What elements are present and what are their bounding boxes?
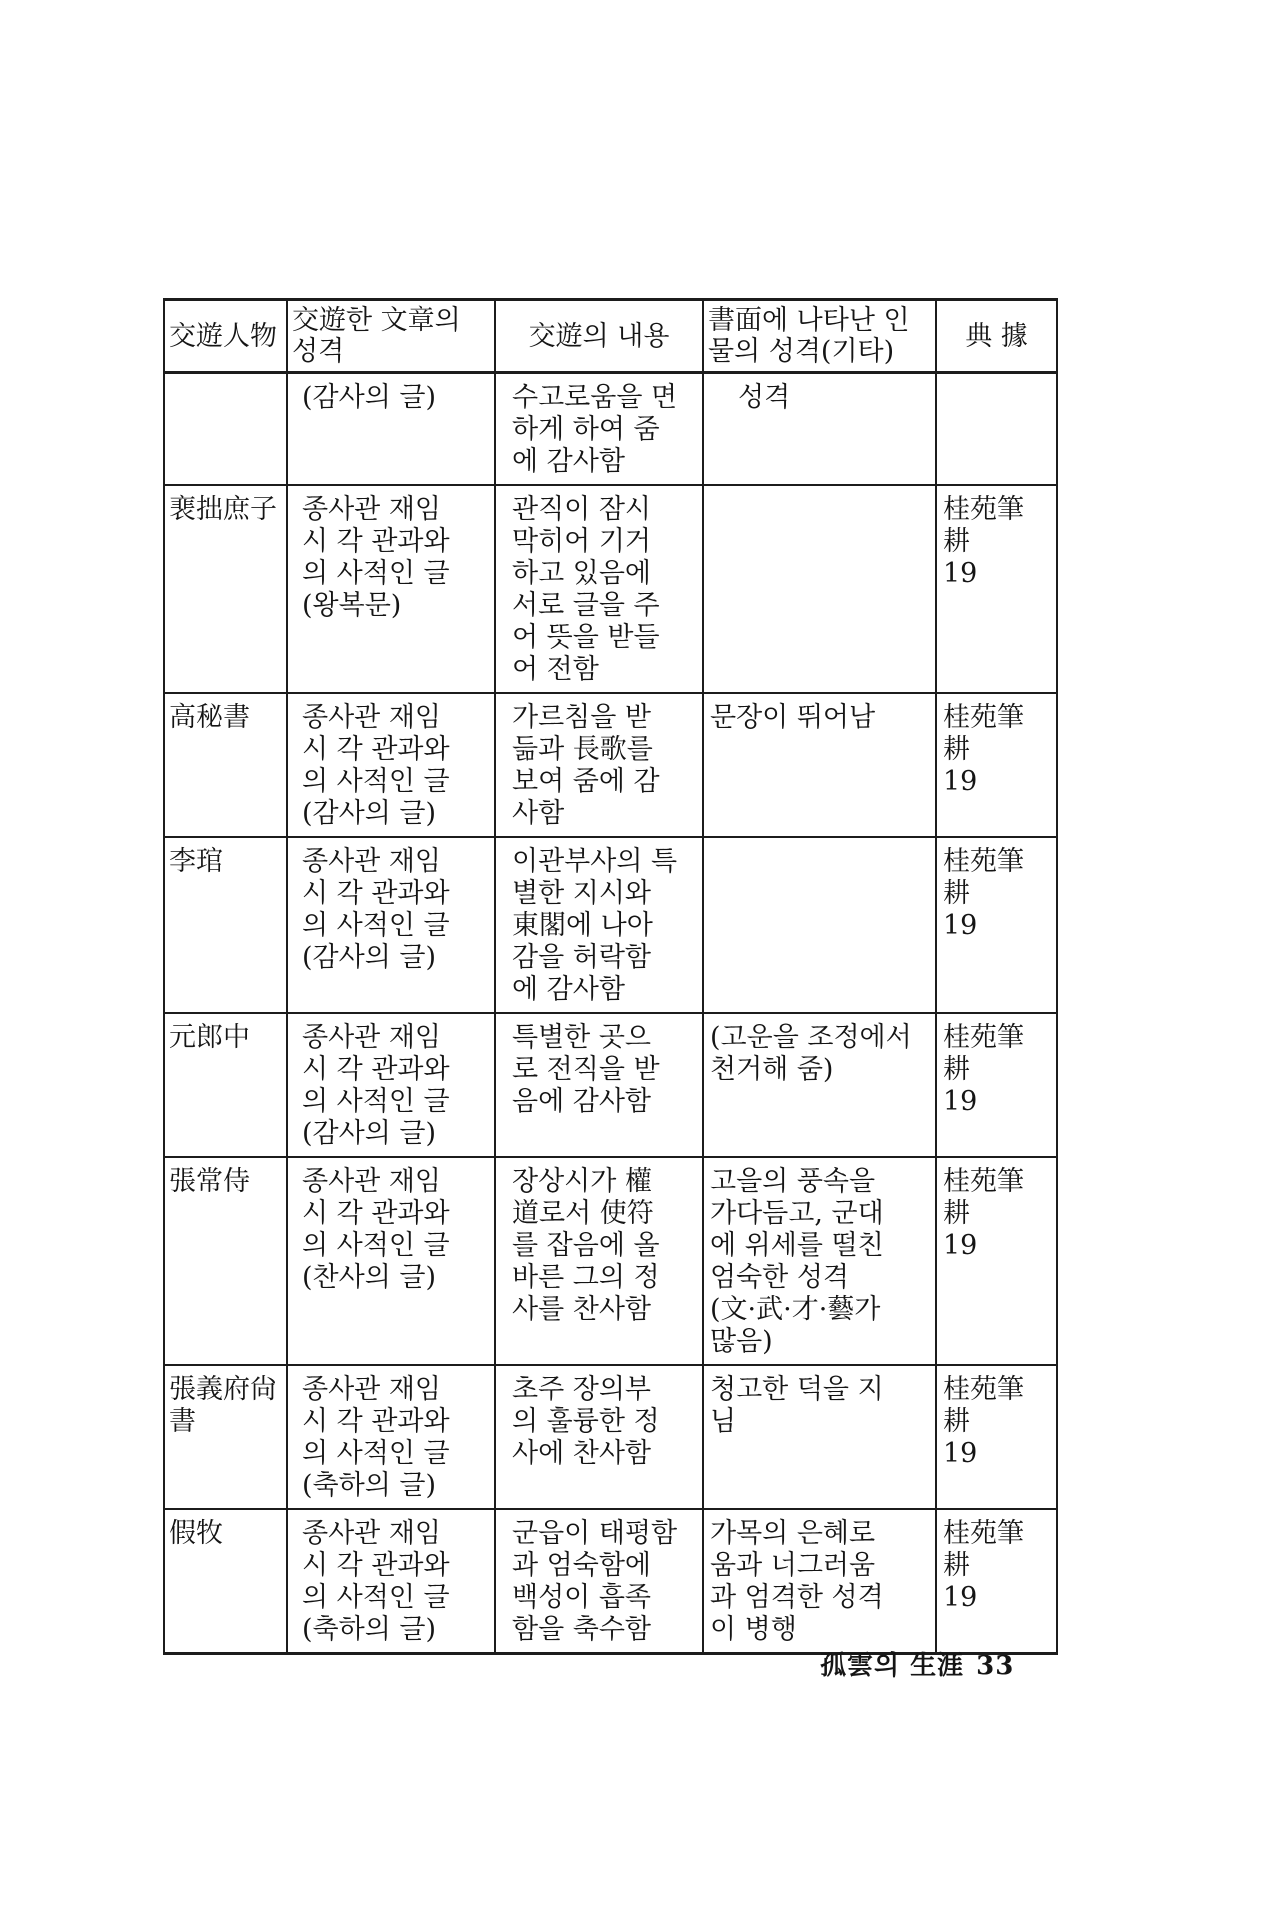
- content-cell: 수고로움을 면 하게 하여 줌 에 감사함: [495, 373, 703, 486]
- content-cell: 초주 장의부 의 훌륭한 정 사에 찬사함: [495, 1365, 703, 1509]
- person-cell: 元郎中: [164, 1013, 287, 1157]
- content-cell: 관직이 잠시 막히어 기거 하고 있음에 서로 글을 주 어 뜻을 받들 어 전함: [495, 485, 703, 693]
- nature-cell: (감사의 글): [287, 373, 495, 486]
- header-nature: 交遊한 文章의 성격: [287, 300, 495, 373]
- character-cell: (고운을 조정에서 천거해 줌): [703, 1013, 936, 1157]
- source-cell: 桂苑筆耕 19: [936, 1013, 1057, 1157]
- character-cell: 고을의 풍속을 가다듬고, 군대 에 위세를 떨친 엄숙한 성격 (文·武·才·藝가 많음): [703, 1157, 936, 1365]
- character-cell: 청고한 덕을 지 님: [703, 1365, 936, 1509]
- table-row: [164, 485, 1057, 693]
- content-cell: 이관부사의 특 별한 지시와 東閣에 나아 감을 허락함 에 감사함: [495, 837, 703, 1013]
- source-cell: 桂苑筆耕 19: [936, 693, 1057, 837]
- character-cell: 가목의 은혜로 움과 너그러움 과 엄격한 성격 이 병행: [703, 1509, 936, 1654]
- person-cell: 高秘書: [164, 693, 287, 837]
- table-row: [164, 693, 1057, 837]
- table-row: [164, 1509, 1057, 1654]
- header-person: 交遊人物: [164, 300, 287, 373]
- source-cell: 桂苑筆耕 19: [936, 1157, 1057, 1365]
- header-character: 書面에 나타난 인 물의 성격(기타): [703, 300, 936, 373]
- content-cell: 특별한 곳으 로 전직을 받 음에 감사함: [495, 1013, 703, 1157]
- character-cell: [703, 837, 936, 1013]
- person-cell: 裵拙庶子: [164, 485, 287, 693]
- nature-cell: 종사관 재임 시 각 관과와 의 사적인 글 (축하의 글): [287, 1509, 495, 1654]
- source-cell: 桂苑筆耕 19: [936, 1365, 1057, 1509]
- table-body: [164, 373, 1057, 1654]
- nature-cell: 종사관 재임 시 각 관과와 의 사적인 글 (축하의 글): [287, 1365, 495, 1509]
- table-row: [164, 1157, 1057, 1365]
- nature-cell: 종사관 재임 시 각 관과와 의 사적인 글 (감사의 글): [287, 693, 495, 837]
- person-cell: 假牧: [164, 1509, 287, 1654]
- table-row: [164, 1365, 1057, 1509]
- character-cell: [703, 485, 936, 693]
- table-row: [164, 373, 1057, 486]
- page-footer: [820, 1645, 1014, 1682]
- character-cell: 문장이 뛰어남: [703, 693, 936, 837]
- source-cell: [936, 373, 1057, 486]
- table-row: [164, 837, 1057, 1013]
- biography-table: [163, 298, 1058, 1655]
- table-header-row: [164, 300, 1057, 373]
- table-row: [164, 1013, 1057, 1157]
- content-cell: 장상시가 權 道로서 使符 를 잡음에 올 바른 그의 정 사를 찬사함: [495, 1157, 703, 1365]
- nature-cell: 종사관 재임 시 각 관과와 의 사적인 글 (감사의 글): [287, 1013, 495, 1157]
- page-number: 33: [976, 1651, 1015, 1681]
- source-cell: 桂苑筆耕 19: [936, 485, 1057, 693]
- content-cell: 군읍이 태평함 과 엄숙함에 백성이 흡족 함을 축수함: [495, 1509, 703, 1654]
- source-cell: 桂苑筆耕 19: [936, 837, 1057, 1013]
- person-cell: 張常侍: [164, 1157, 287, 1365]
- person-cell: 李琯: [164, 837, 287, 1013]
- source-cell: 桂苑筆耕 19: [936, 1509, 1057, 1654]
- footer-title: 孤雲의 生涯: [820, 1651, 965, 1681]
- nature-cell: 종사관 재임 시 각 관과와 의 사적인 글 (왕복문): [287, 485, 495, 693]
- person-cell: 張義府尙 書: [164, 1365, 287, 1509]
- header-source: 典 據: [936, 300, 1057, 373]
- nature-cell: 종사관 재임 시 각 관과와 의 사적인 글 (감사의 글): [287, 837, 495, 1013]
- character-cell: 성격: [703, 373, 936, 486]
- content-cell: 가르침을 받 듦과 長歌를 보여 줌에 감 사함: [495, 693, 703, 837]
- nature-cell: 종사관 재임 시 각 관과와 의 사적인 글 (찬사의 글): [287, 1157, 495, 1365]
- header-content: 交遊의 내용: [495, 300, 703, 373]
- person-cell: [164, 373, 287, 486]
